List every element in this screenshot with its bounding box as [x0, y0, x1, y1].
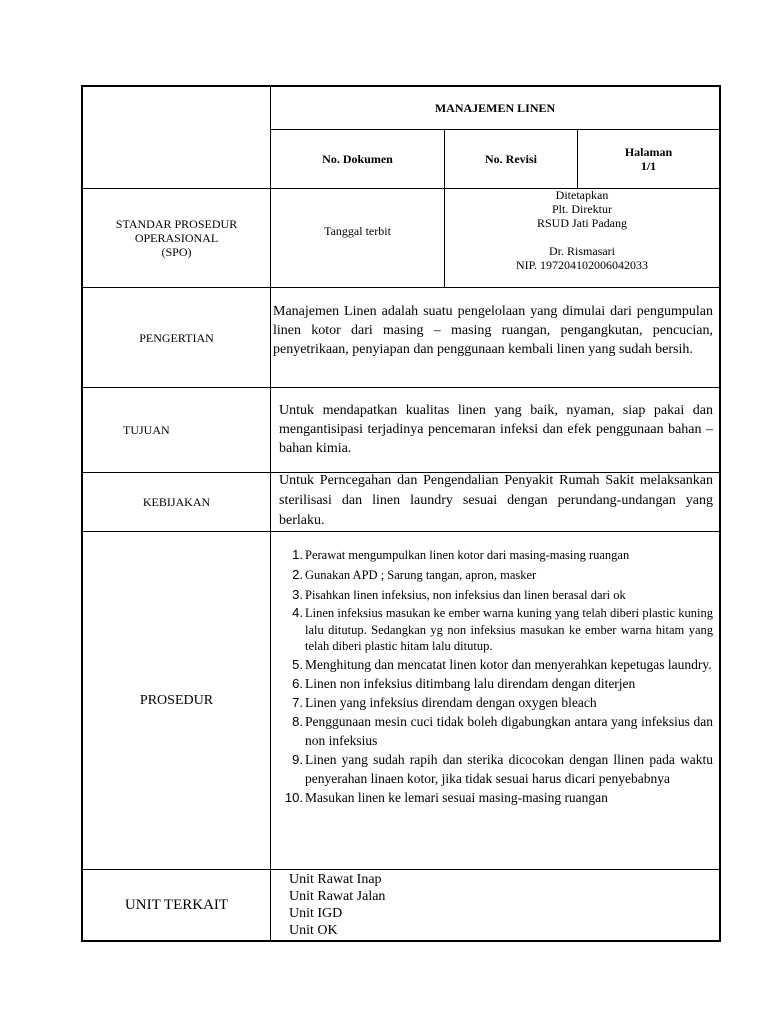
no-revisi-label: No. Revisi: [485, 152, 537, 166]
unit-item: Unit OK: [289, 923, 338, 938]
step-number: 3.: [292, 587, 303, 602]
halaman-cell: [578, 130, 719, 188]
step-number: 5.: [292, 656, 303, 672]
border-right: [719, 85, 721, 942]
no-dokumen-cell: [271, 130, 444, 188]
no-dokumen-label: No. Dokumen: [322, 152, 393, 166]
unit-terkait-label-cell: [83, 870, 270, 940]
prosedur-step: [292, 565, 713, 585]
prosedur-step: [292, 605, 713, 655]
step-text: Perawat mengumpulkan linen kotor dari masing-masing ruangan: [305, 548, 630, 562]
nama-direktur: Dr. Rismasari: [549, 244, 615, 258]
step-number: 2.: [292, 567, 303, 582]
nip-direktur: NIP. 197204102006042033: [515, 258, 648, 272]
kebijakan-text: Untuk Perncegahan dan Pengendalian Penyakit Rumah Sakit melaksankan sterilisasi dan linen laundry sesuai dengan perundang-undangan yang berlaku.: [279, 473, 713, 528]
penetapan-cell: [445, 185, 719, 275]
spo-line-1: STANDAR PROSEDUR: [115, 217, 238, 231]
prosedur-label: PROSEDUR: [139, 692, 214, 708]
step-text: Linen infeksius masukan ke ember warna kuning yang telah diberi plastic kuning lalu ditutup. Sedangkan yg non infeksius masukan ke ember warna hitam yang telah diberi plastic hitam lalu ditutup.: [305, 606, 713, 653]
no-revisi-cell: [445, 130, 577, 188]
step-number: 1.: [292, 547, 303, 562]
step-number: 4.: [292, 605, 303, 620]
prosedur-content: [271, 545, 719, 859]
unit-item: Unit IGD: [289, 906, 343, 921]
step-number: 8.: [292, 713, 303, 729]
spo-line-3: (SPO): [161, 245, 192, 259]
document-title: [271, 87, 719, 129]
unit-item: Unit Rawat Jalan: [289, 889, 386, 904]
step-text: Linen yang sudah rapih dan sterika dicocokan dengan llinen pada waktu penyerahan linaen kotor, jika tidak sesuai harus dicari penyebabnya: [305, 751, 713, 786]
step-text: Pisahkan linen infeksius, non infeksius dan linen berasal dari ok: [305, 588, 626, 602]
step-text: Gunakan APD ; Sarung tangan, apron, masker: [305, 568, 537, 582]
halaman-label: Halaman: [624, 145, 673, 159]
spo-line-2: OPERASIONAL: [134, 231, 219, 245]
unit-terkait-content: [271, 870, 719, 940]
jabatan-text: Plt. Direktur: [552, 202, 612, 216]
prosedur-label-cell: [83, 532, 270, 869]
ditetapkan-text: Ditetapkan: [555, 188, 609, 202]
tujuan-text: Untuk mendapatkan kualitas linen yang baik, nyaman, siap pakai dan mengantisipasi terjadinya pencemaran infeksi dan efek penggunaan bahan –bahan kimia.: [279, 402, 713, 456]
tanggal-terbit-label: Tanggal terbit: [324, 224, 391, 238]
tujuan-label: TUJUAN: [123, 423, 170, 437]
prosedur-step: [292, 674, 713, 693]
step-number: 7.: [292, 694, 303, 710]
border-bottom: [81, 940, 721, 942]
pengertian-label-cell: [83, 288, 270, 387]
step-text: Menghitung dan mencatat linen kotor dan menyerahkan kepetugas laundry.: [305, 656, 712, 672]
kebijakan-label-cell: [83, 473, 270, 531]
prosedur-step: [292, 545, 713, 565]
step-number: 9.: [292, 751, 303, 767]
tujuan-content: [277, 388, 719, 470]
pengertian-text: Manajemen Linen adalah suatu pengelolaan yang dimulai dari pengumpulan linen kotor dari masing – masing ruangan, pengangkutan, pencucian, penyetrikaan, penyiapan dan penggunaan kembali linen yang sudah bersih.: [273, 303, 713, 357]
prosedur-step: [292, 712, 713, 750]
pengertian-label: PENGERTIAN: [139, 330, 214, 345]
prosedur-step: [284, 788, 713, 807]
prosedur-step: [292, 693, 713, 712]
prosedur-steps: [271, 545, 719, 807]
step-text: Masukan linen ke lemari sesuai masing-masing ruangan: [305, 789, 608, 805]
prosedur-step: [292, 655, 713, 674]
unit-item: Unit Rawat Inap: [289, 872, 382, 887]
tujuan-label-cell: [123, 388, 270, 472]
kebijakan-label: KEBIJAKAN: [142, 495, 211, 509]
step-text: Linen non infeksius ditimbang lalu direndam dengan diterjen: [305, 675, 636, 691]
step-text: Linen yang infeksius direndam dengan oxygen bleach: [305, 694, 597, 710]
prosedur-step: [292, 750, 713, 788]
spo-document: [81, 85, 721, 942]
step-number: 6.: [292, 675, 303, 691]
instansi-text: RSUD Jati Padang: [537, 216, 627, 230]
unit-terkait-label: UNIT TERKAIT: [124, 896, 229, 913]
prosedur-step: [292, 585, 713, 605]
document-title-text: MANAJEMEN LINEN: [434, 101, 556, 115]
tanggal-terbit-cell: [271, 189, 444, 273]
halaman-value: 1/1: [640, 159, 657, 173]
step-number: 10.: [284, 789, 303, 805]
kebijakan-content: [277, 471, 719, 531]
pengertian-content: [271, 288, 719, 372]
step-text: Penggunaan mesin cuci tidak boleh digabungkan antara yang infeksius dan non infeksius: [305, 713, 713, 748]
spo-label-cell: [83, 189, 270, 287]
